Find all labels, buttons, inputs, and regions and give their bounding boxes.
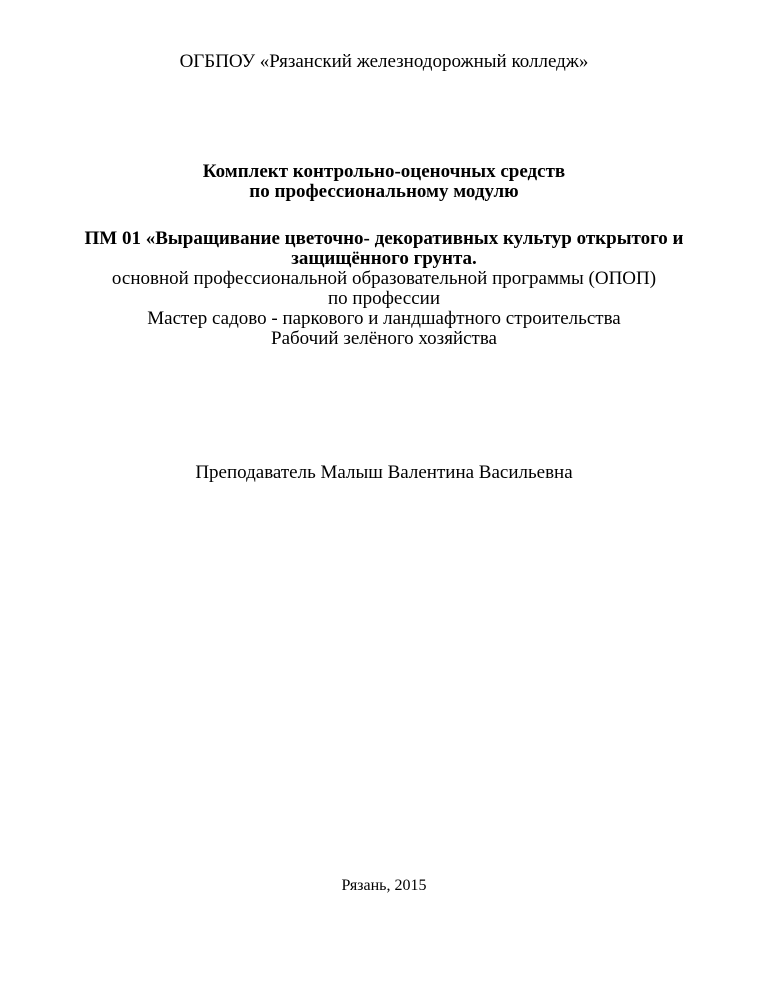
document-title — [0, 162, 768, 202]
title-line-1: Комплект контрольно-оценочных средств — [202, 161, 566, 182]
teacher-name: Преподаватель Малыш Валентина Васильевна — [195, 462, 573, 483]
module-description — [0, 229, 768, 349]
program-line-2: по профессии — [327, 288, 440, 309]
place-and-year: Рязань, 2015 — [341, 877, 427, 894]
profession-line-1: Мастер садово - паркового и ландшафтного строительства — [147, 308, 621, 329]
module-name-line-2: защищённого грунта. — [291, 248, 477, 269]
organization-name: ОГБПОУ «Рязанский железнодорожный колледж» — [179, 51, 589, 72]
module-name-line-1: ПМ 01 «Выращивание цветочно- декоративных культур открытого и — [84, 228, 684, 249]
title-line-2: по профессиональному модулю — [249, 181, 519, 202]
profession-line-2: Рабочий зелёного хозяйства — [271, 328, 497, 349]
program-line-1: основной профессиональной образовательной программы (ОПОП) — [111, 268, 657, 289]
